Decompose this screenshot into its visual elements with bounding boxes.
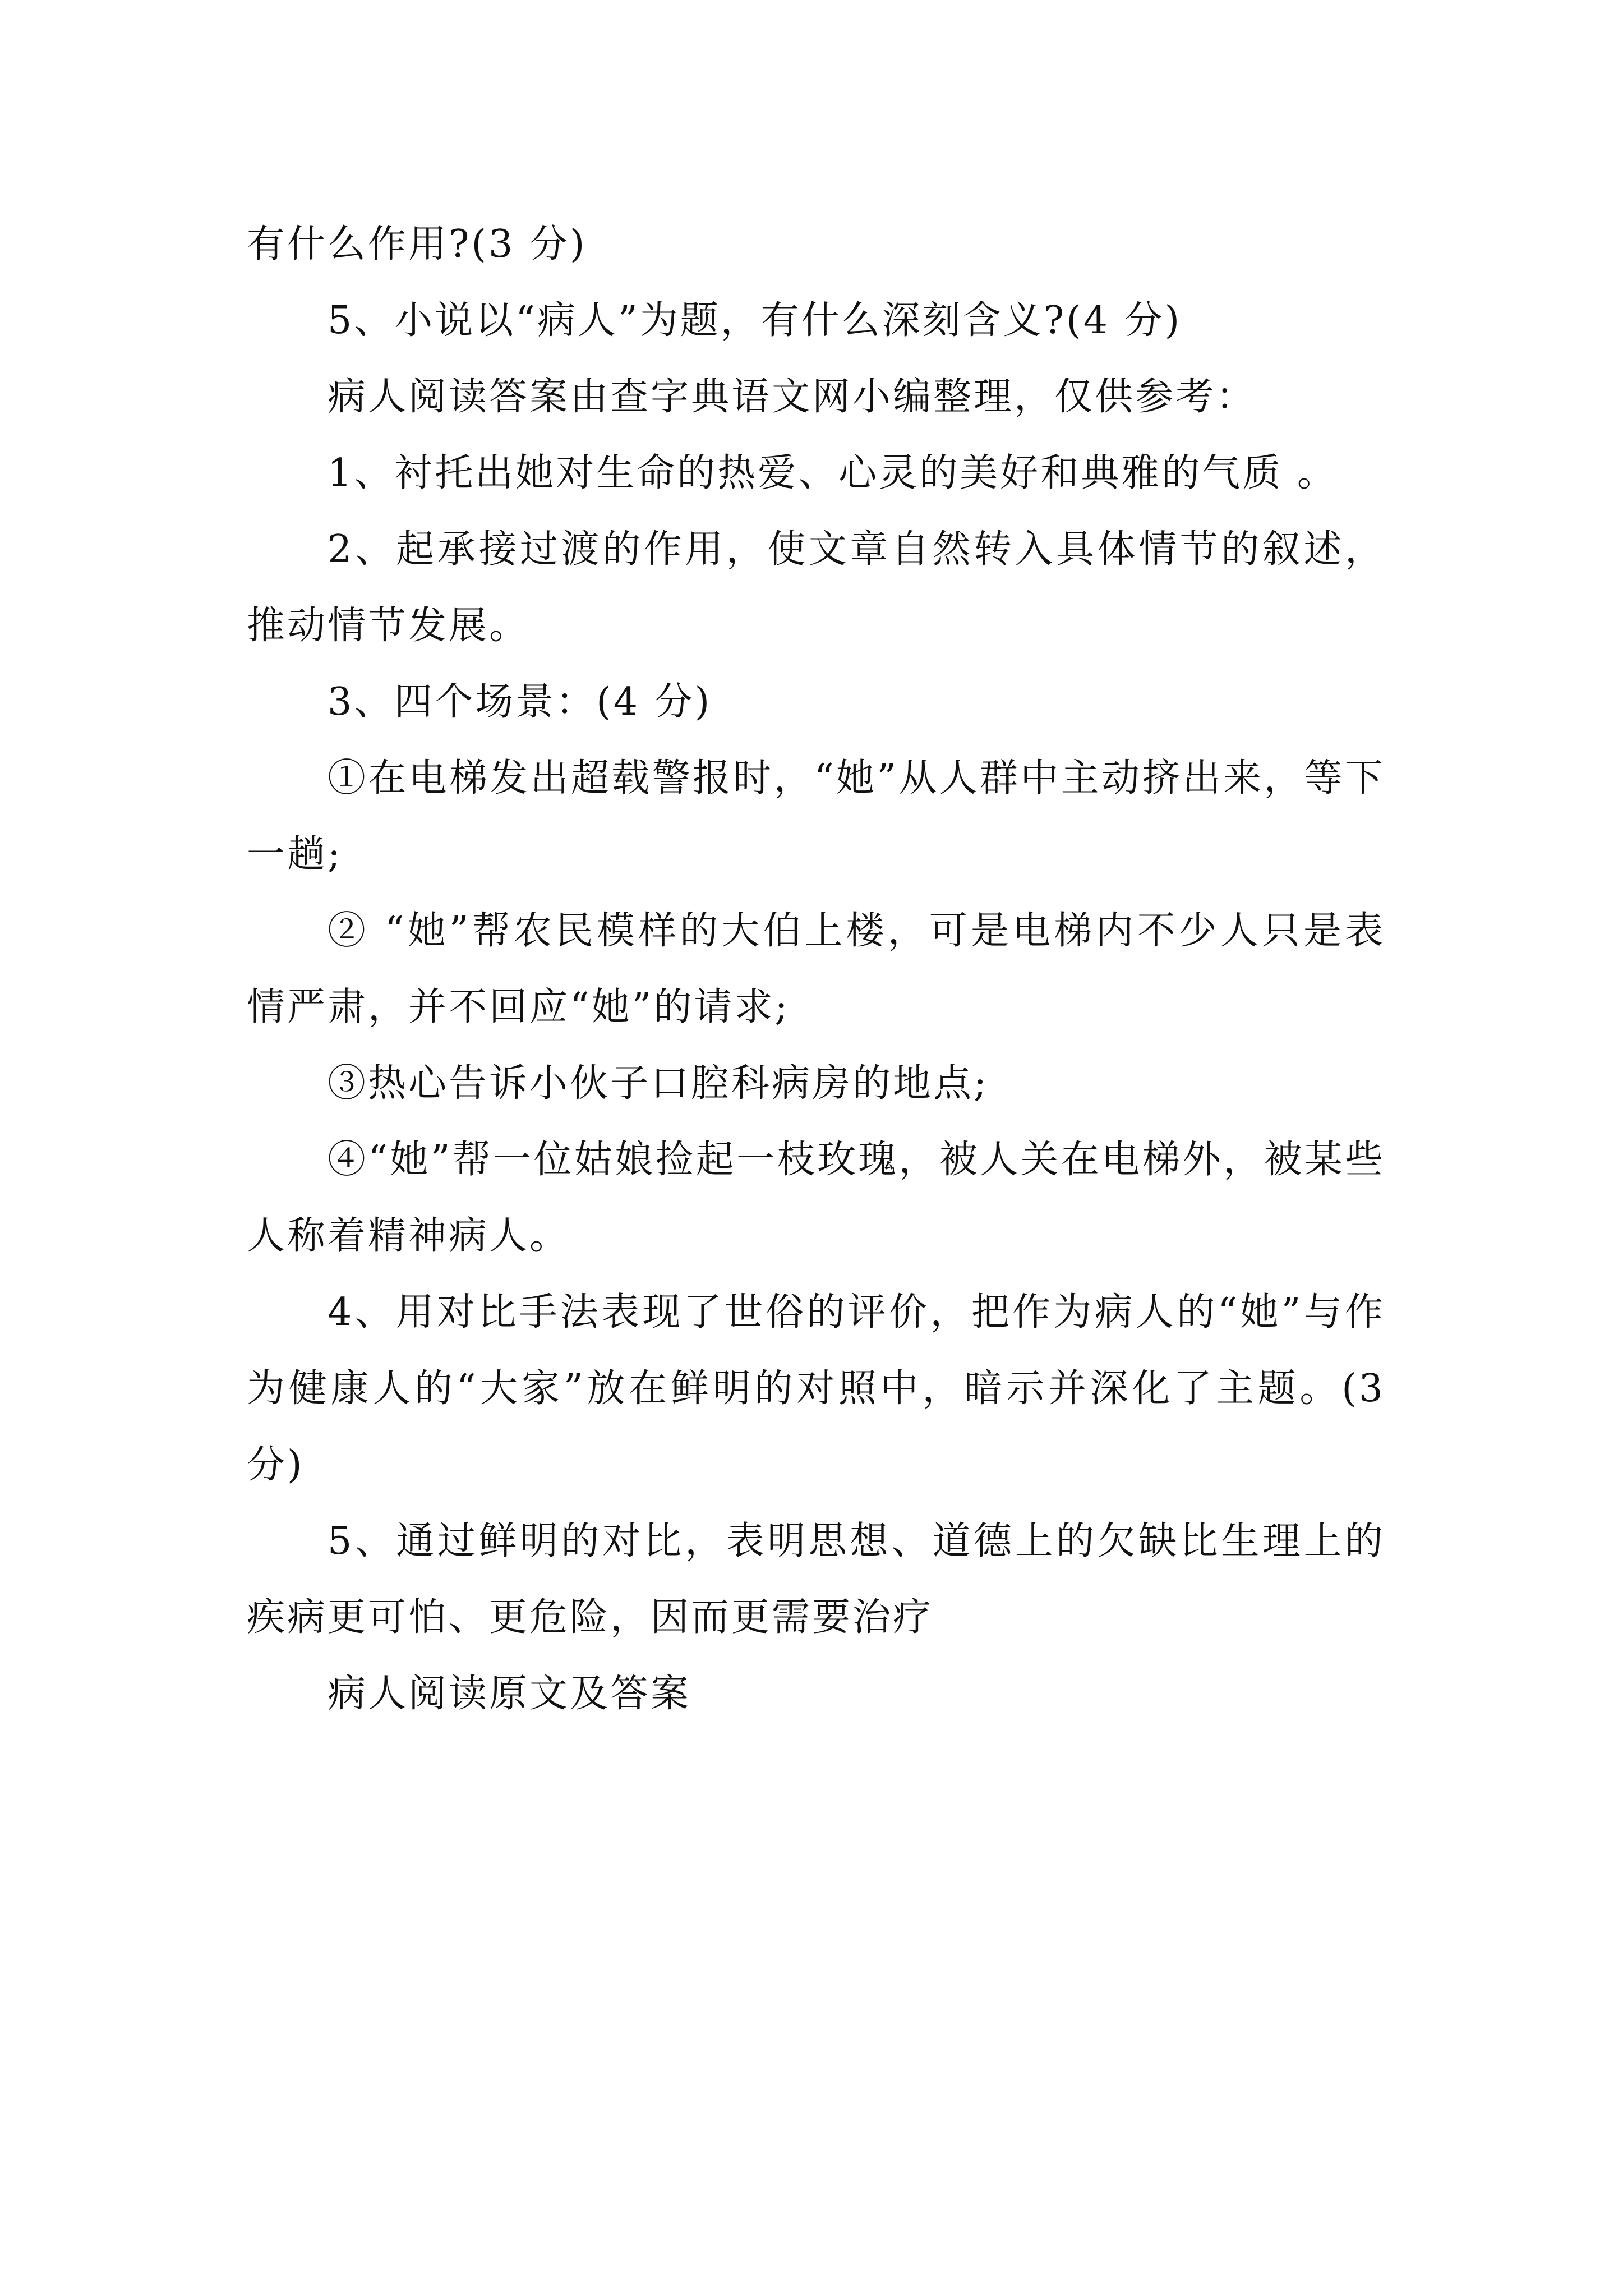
paragraph-answer-3: 3、四个场景：(4 分) — [328, 680, 712, 724]
paragraph-answer-intro: 病人阅读答案由查字典语文网小编整理，仅供参考： — [328, 375, 1257, 419]
document-body — [247, 206, 1385, 1732]
paragraph-scene-4: ④“她”帮一位姑娘捡起一枝玫瑰，被人关在电梯外，被某些人称着精神病人。 — [247, 1138, 1385, 1258]
paragraph-answer-2: 2、起承接过渡的作用，使文章自然转入具体情节的叙述，推动情节发展。 — [247, 527, 1385, 648]
paragraph-scene-3: ③热心告诉小伙子口腔科病房的地点; — [328, 1061, 989, 1106]
paragraph-scene-1: ①在电梯发出超载警报时，“她”从人群中主动挤出来，等下一趟; — [247, 756, 1385, 877]
paragraph-answer-1: 1、衬托出她对生命的热爱、心灵的美好和典雅的气质 。 — [328, 451, 1338, 495]
paragraph-question-5: 5、小说以“病人”为题，有什么深刻含义?(4 分) — [328, 298, 1182, 343]
paragraph-answer-4: 4、用对比手法表现了世俗的评价，把作为病人的“她”与作为健康人的“大家”放在鲜明的对照中，暗示并深化了主题。(3 分) — [247, 1290, 1385, 1487]
paragraph-footer-title: 病人阅读原文及答案 — [328, 1672, 691, 1716]
paragraph-scene-2: ② “她”帮农民模样的大伯上楼，可是电梯内不少人只是表情严肃，并不回应“她”的请求; — [247, 909, 1385, 1029]
paragraph-answer-5: 5、通过鲜明的对比，表明思想、道德上的欠缺比生理上的疾病更可怕、更危险，因而更需要治疗 — [247, 1519, 1385, 1640]
paragraph-q4-tail: 有什么作用?(3 分) — [247, 222, 587, 266]
